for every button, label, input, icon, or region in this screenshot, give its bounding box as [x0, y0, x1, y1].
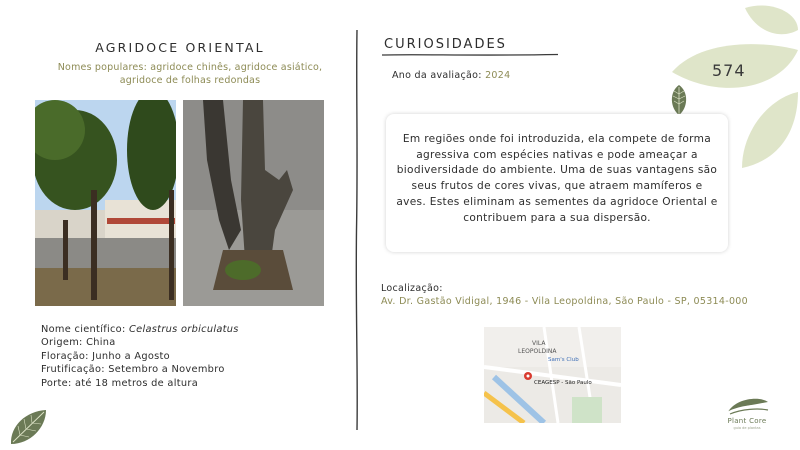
flowering: Floração: Junho a Agosto — [41, 350, 170, 362]
leaf-icon — [8, 408, 48, 446]
location-label: Localização: — [381, 283, 443, 294]
tree-photo — [35, 100, 176, 306]
evaluation-year: Ano da avaliação: 2024 — [392, 70, 511, 81]
plant-facts — [41, 323, 239, 390]
leaf-icon — [669, 84, 689, 116]
title-underline — [382, 52, 558, 58]
trunk-photo — [183, 100, 324, 306]
curiosities-title: CURIOSIDADES — [384, 37, 507, 52]
map-place: Sam's Club — [548, 357, 579, 363]
map-district-line1: VILA — [532, 340, 546, 347]
plant-title: AGRIDOCE ORIENTAL — [95, 40, 265, 55]
location-map[interactable] — [484, 327, 621, 423]
popular-names: Nomes populares: agridoce chinês, agridoce asiático, agridoce de folhas redondas — [57, 62, 323, 86]
plant-core-logo — [718, 392, 778, 438]
map-district-line2: LEOPOLDINA — [518, 348, 557, 355]
divider — [354, 30, 360, 430]
brand-name: Plant Core — [727, 417, 767, 425]
curiosities-card — [386, 114, 728, 252]
location-address: Av. Dr. Gastão Vidigal, 1946 - Vila Leopoldina, São Paulo - SP, 05314-000 — [381, 296, 748, 307]
fruiting: Frutificação: Setembro a Novembro — [41, 364, 225, 376]
curiosities-text: Em regiões onde foi introduzida, ela compete de forma agressiva com espécies nativas e pode ameaçar a biodiversidade do ambiente. Uma de suas vantagens são seus frutos de cores vivas, que atraem mamíferos e aves. Estes eliminam as sementes da agridoce Oriental e contribuem para a sua dispersão. — [396, 133, 718, 224]
brand-tagline: guia de plantas — [733, 426, 761, 430]
map-pin-label: CEAGESP - São Paulo — [534, 380, 592, 386]
size: Porte: até 18 metros de altura — [41, 377, 199, 389]
scientific-name: Nome científico: Celastrus orbiculatus — [41, 324, 239, 335]
origin: Origem: China — [41, 337, 116, 349]
badge-number: 574 — [712, 61, 746, 80]
